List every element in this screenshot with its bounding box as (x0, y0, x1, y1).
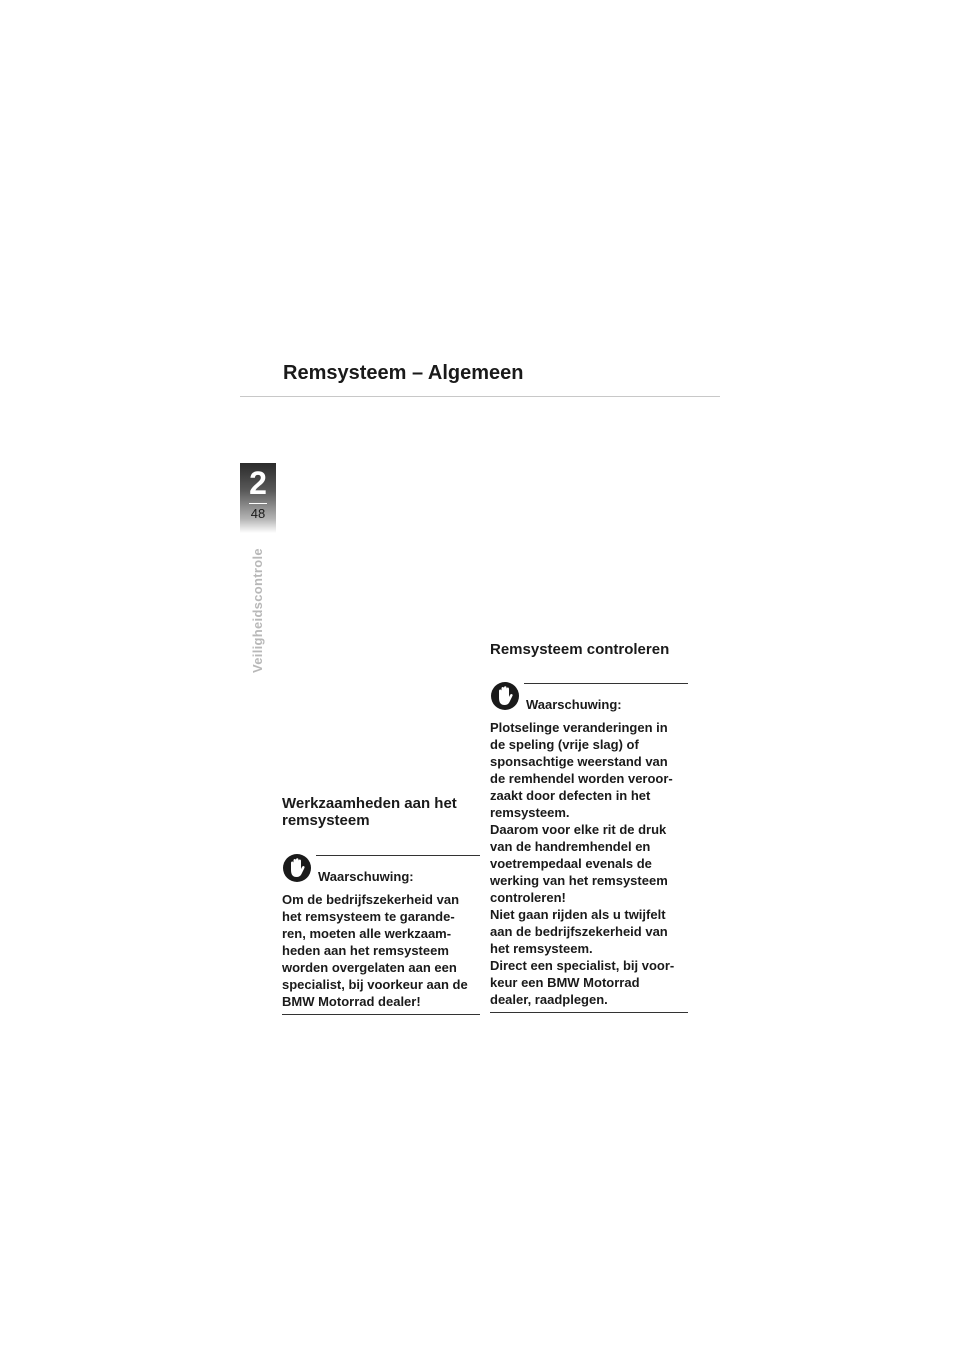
chapter-number: 2 (249, 465, 267, 501)
chapter-tab (240, 463, 276, 533)
warning-label: Waarschuwing: (526, 697, 622, 712)
warning-box (490, 681, 688, 1013)
chapter-side-label: Veiligheidscontrole (250, 548, 265, 673)
stop-hand-icon (282, 853, 312, 883)
warning-text: Plotselinge veranderingen in de speling (vrije slag) of sponsachtige weerstand van de remhendel worden veroor- zaakt door defecten in het remsysteem. Daarom voor elke rit de druk van de handremhendel en voetrempedaal evenals de werking van het remsysteem controleren! Niet gaan rijden als u twijfelt aan de bedrijfszekerheid van het remsysteem. Direct een specialist, bij voor- keur een BMW Motorrad dealer, raadplegen. (490, 719, 688, 1013)
page-title: Remsysteem – Algemeen (283, 362, 524, 384)
section-brake-check (490, 641, 688, 1013)
warning-rule (524, 683, 688, 684)
warning-head (282, 853, 480, 891)
warning-box (282, 853, 480, 1015)
stop-hand-icon (490, 681, 520, 711)
warning-head (490, 681, 688, 719)
chapter-divider (249, 503, 267, 504)
warning-label: Waarschuwing: (318, 869, 414, 884)
section-brake-work (282, 795, 480, 1015)
page-number: 48 (250, 506, 266, 521)
section-heading: Werkzaamheden aan het remsysteem (282, 795, 457, 829)
title-divider (240, 396, 720, 397)
warning-rule (316, 855, 480, 856)
section-heading: Remsysteem controleren (490, 641, 670, 658)
warning-text: Om de bedrijfszekerheid van het remsysteem te garande- ren, moeten alle werkzaam- heden aan het remsysteem worden overgelaten aan een specialist, bij voorkeur aan de BMW Motorrad dealer! (282, 891, 480, 1015)
